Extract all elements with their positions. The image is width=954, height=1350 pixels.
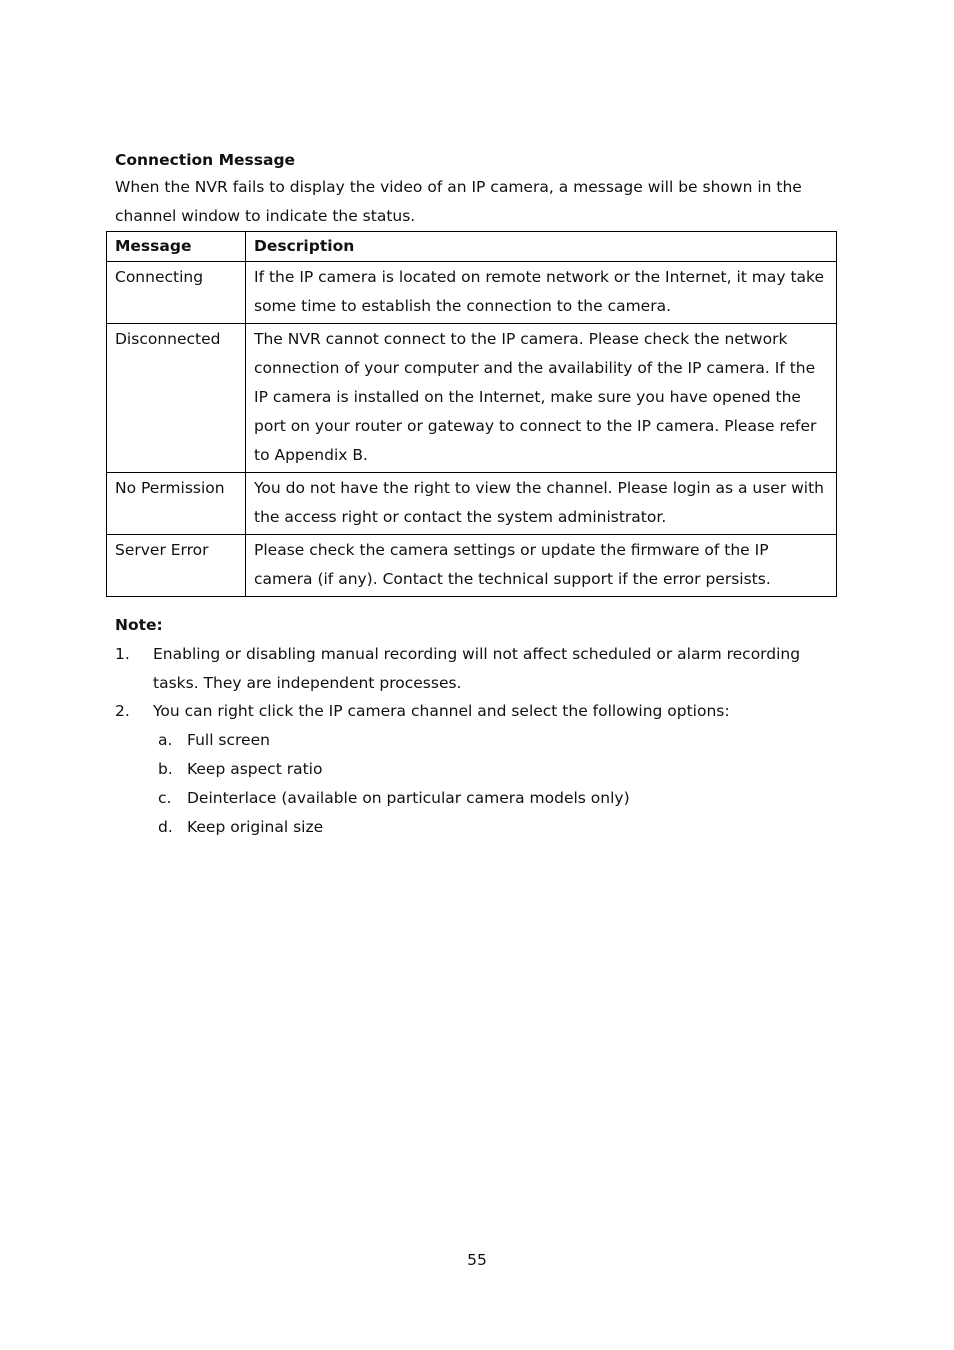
table-row — [107, 262, 837, 324]
description-cell: The NVR cannot connect to the IP camera. Please check the network connection of your computer and the availability of the IP camera. If the IP camera is installed on the Internet, make sure you have opened the port on your router or gateway to connect to the IP camera. Please refer to Appendix B. — [246, 324, 837, 473]
header-message: Message — [107, 232, 246, 262]
option-text: Keep aspect ratio — [187, 760, 323, 779]
note-list — [115, 640, 840, 842]
list-item-text: Enabling or disabling manual recording will not affect scheduled or alarm recording tasks. They are independent processes. — [153, 645, 801, 692]
section-intro: When the NVR fails to display the video of an IP camera, a message will be shown in the channel window to indicate the status. — [115, 178, 802, 225]
message-cell: Disconnected — [107, 324, 246, 473]
description-cell: Please check the camera settings or update the firmware of the IP camera (if any). Contact the technical support if the error persists. — [246, 535, 837, 597]
list-item-number: 2. — [115, 702, 130, 721]
list-item — [115, 640, 840, 697]
option-text: Keep original size — [187, 818, 324, 837]
list-item-number: 1. — [115, 645, 130, 663]
option-item — [115, 813, 840, 842]
description-cell: You do not have the right to view the channel. Please login as a user with the access right or contact the system administrator. — [246, 473, 837, 535]
message-cell: No Permission — [107, 473, 246, 535]
table-row — [107, 473, 837, 535]
option-item — [115, 784, 840, 813]
table-header-row — [107, 232, 837, 262]
table-row — [107, 535, 837, 597]
list-item-text: You can right click the IP camera channel and select the following options: — [153, 702, 730, 721]
header-description: Description — [246, 232, 837, 262]
note-title: Note: — [115, 616, 163, 634]
description-cell: If the IP camera is located on remote network or the Internet, it may take some time to establish the connection to the camera. — [246, 262, 837, 324]
option-item — [115, 755, 840, 784]
list-item — [115, 697, 840, 726]
table-row — [107, 324, 837, 473]
option-letter: d. — [158, 818, 173, 837]
option-text: Deinterlace (available on particular camera models only) — [187, 789, 630, 808]
option-text: Full screen — [187, 731, 270, 750]
message-cell: Server Error — [107, 535, 246, 597]
option-item — [115, 726, 840, 755]
option-letter: c. — [158, 789, 172, 808]
page-number: 55 — [467, 1251, 487, 1269]
option-letter: a. — [158, 731, 173, 750]
section-title: Connection Message — [115, 151, 296, 169]
option-letter: b. — [158, 760, 173, 779]
message-cell: Connecting — [107, 262, 246, 324]
connection-message-table — [106, 231, 837, 597]
